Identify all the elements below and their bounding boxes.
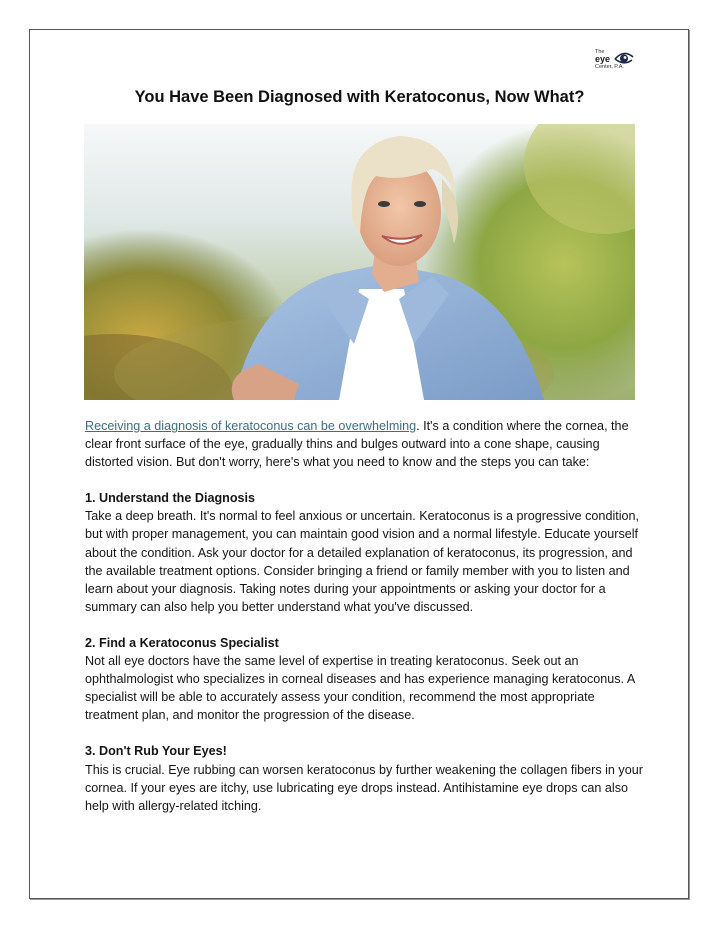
article-body [85, 417, 645, 815]
spacer [85, 724, 645, 742]
eye-icon [614, 50, 634, 66]
hero-image [84, 124, 635, 400]
logo-line-2: eye [595, 54, 611, 64]
spacer [85, 616, 645, 634]
intro-text: . It's a condition where the cornea, the clear front surface of the eye, gradually thins and bulges outward into a cone shape, causing distorted vision. But don't worry, here's what you need to know and the steps you can take: [85, 419, 629, 470]
page-title: You Have Been Diagnosed with Keratoconus, Now What? [134, 88, 585, 106]
section-1-heading: 1. Understand the Diagnosis [85, 491, 256, 506]
logo-line-3: Center, P.A. [595, 64, 624, 70]
intro-paragraph [85, 417, 645, 471]
smiling-woman-photo-icon [84, 124, 635, 400]
section-2-body: Not all eye doctors have the same level of expertise in treating keratoconus. Seek out an ophthalmologist who specializes in corneal diseases and has experience managing keratoconus. A specialist will be able to accurately assess your condition, recommend the most appropriate treatment plan, and monitor the progression of the disease. [85, 654, 635, 723]
spacer [85, 471, 645, 489]
section-1-body: Take a deep breath. It's normal to feel anxious or uncertain. Keratoconus is a progressive condition, but with proper management, you can maintain good vision and a normal lifestyle. Educate yourself about the condition. Ask your doctor for a detailed explanation of keratoconus, its progression, and the available treatment options. Consider bringing a friend or family member with you to listen and learn about your diagnosis. Taking notes during your appointments or asking your doctor for a summary can also help you better understand what you've discussed. [85, 509, 640, 614]
section-3-body: This is crucial. Eye rubbing can worsen keratoconus by further weakening the collagen fibers in your cornea. If your eyes are itchy, use lubricating eye drops instead. Antihistamine eye drops can also help with allergy-related itching. [85, 762, 643, 813]
section-2-heading: 2. Find a Keratoconus Specialist [85, 635, 279, 650]
logo-line-1: The [595, 49, 605, 55]
section-3-heading: 3. Don't Rub Your Eyes! [85, 744, 227, 759]
diagnosis-link[interactable]: Receiving a diagnosis of keratoconus can be overwhelming [85, 419, 417, 433]
eye-center-logo [595, 48, 637, 74]
